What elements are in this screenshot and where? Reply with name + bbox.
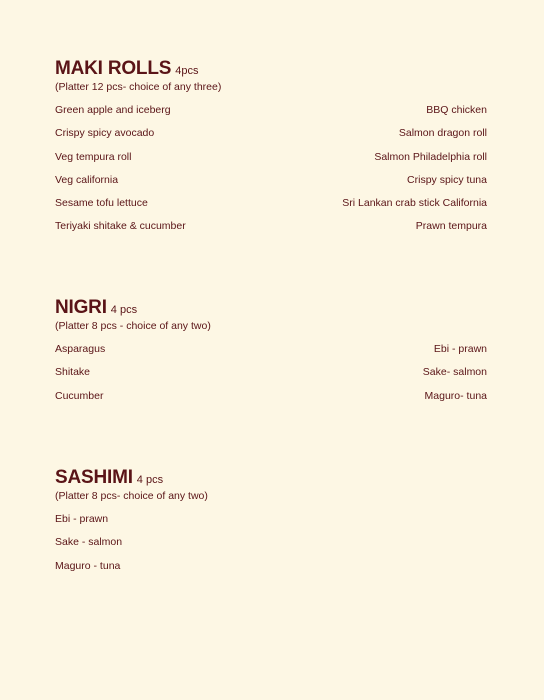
menu-item-left: Ebi - prawn bbox=[55, 513, 109, 525]
menu-row bbox=[55, 196, 487, 219]
maki-rolls-section bbox=[55, 58, 487, 243]
menu-item-left: Green apple and iceberg bbox=[55, 104, 171, 116]
section-heading bbox=[55, 297, 487, 319]
platter-note: (Platter 12 pcs- choice of any three) bbox=[55, 81, 222, 93]
menu-item-right: Sake- salmon bbox=[422, 366, 487, 379]
menu-item-right: Ebi - prawn bbox=[433, 343, 487, 355]
section-quantity: 4 pcs bbox=[136, 474, 164, 486]
section-title: SASHIMI bbox=[55, 467, 133, 488]
menu-item-left: Sake - salmon bbox=[55, 536, 123, 549]
menu-item-right: Salmon dragon roll bbox=[398, 127, 487, 140]
menu-row bbox=[55, 512, 487, 535]
nigri-section bbox=[55, 297, 487, 412]
menu-items bbox=[55, 103, 487, 243]
menu-item-left: Teriyaki shitake & cucumber bbox=[55, 220, 186, 233]
menu-items bbox=[55, 512, 487, 582]
menu-row bbox=[55, 559, 487, 582]
menu-item-left: Veg california bbox=[55, 173, 119, 186]
platter-note: (Platter 8 pcs - choice of any two) bbox=[55, 320, 211, 332]
section-title: MAKI ROLLS bbox=[55, 58, 172, 79]
section-title: NIGRI bbox=[55, 297, 107, 318]
menu-item-right: BBQ chicken bbox=[426, 104, 487, 116]
menu-item-right: Crispy spicy tuna bbox=[407, 173, 487, 186]
menu-item-right: Sri Lankan crab stick California bbox=[342, 197, 487, 210]
menu-item-right: Maguro- tuna bbox=[424, 389, 487, 402]
menu-row bbox=[55, 103, 487, 126]
menu-item-left: Cucumber bbox=[55, 389, 104, 402]
menu-item-left: Veg tempura roll bbox=[55, 150, 132, 163]
section-quantity: 4 pcs bbox=[110, 304, 138, 316]
menu-items bbox=[55, 342, 487, 412]
menu-row bbox=[55, 173, 487, 196]
menu-item-right: Salmon Philadelphia roll bbox=[374, 150, 487, 163]
menu-item-left: Maguro - tuna bbox=[55, 559, 121, 572]
menu-row bbox=[55, 219, 487, 242]
menu-item-right: Prawn tempura bbox=[415, 220, 487, 233]
menu-item-left: Crispy spicy avocado bbox=[55, 127, 155, 140]
menu-row bbox=[55, 535, 487, 558]
menu-item-left: Asparagus bbox=[55, 343, 106, 355]
sashimi-section bbox=[55, 467, 487, 582]
menu-row bbox=[55, 342, 487, 365]
menu-item-left: Shitake bbox=[55, 366, 91, 379]
platter-note: (Platter 8 pcs- choice of any two) bbox=[55, 490, 208, 502]
menu-row bbox=[55, 150, 487, 173]
section-heading bbox=[55, 58, 487, 80]
menu-item-left: Sesame tofu lettuce bbox=[55, 197, 148, 210]
section-quantity: 4pcs bbox=[175, 65, 199, 77]
menu-row bbox=[55, 126, 487, 149]
section-heading bbox=[55, 467, 487, 489]
menu-row bbox=[55, 365, 487, 388]
menu-row bbox=[55, 389, 487, 412]
